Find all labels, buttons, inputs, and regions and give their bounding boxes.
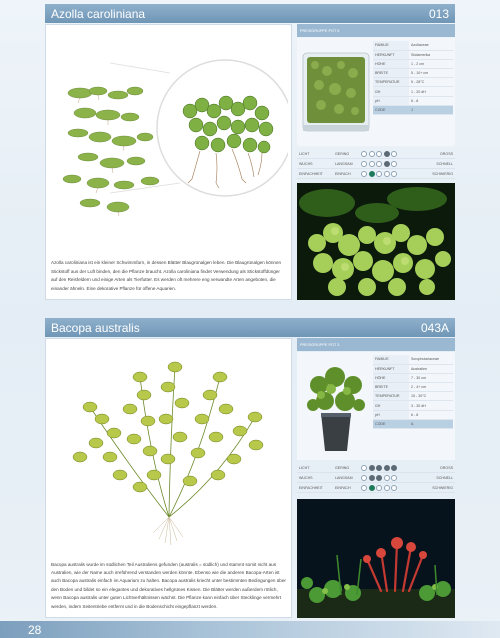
property-row [373,401,453,410]
scale-dot [361,485,367,491]
scale-dot [384,475,390,481]
property-key: pH [373,96,409,105]
property-row [373,419,453,428]
property-value: 1 - 20 dH [409,87,453,96]
plant-properties-table [373,41,453,115]
scale-dot [376,151,382,157]
care-scales [297,463,455,493]
plant-name: Azolla caroliniana [51,6,146,21]
scale-dot [384,161,390,167]
property-key: HERKUNFT [373,364,409,373]
property-row [373,96,453,105]
property-value: 5 - 28°C [409,78,453,87]
scale-row-difficulty [297,483,455,493]
property-value: 1 - 2 cm [409,59,453,68]
property-key: HÖHE [373,59,409,68]
property-value: A [409,419,453,428]
scale-dot [384,485,390,491]
plant-entry-bacopa [45,318,455,618]
scale-dots [361,475,407,481]
potted-plant-photo [301,355,371,455]
scale-dot [391,485,397,491]
scale-label: WUCHS [299,475,313,480]
property-key: GH [373,401,409,410]
scale-dot [391,171,397,177]
property-value: Australien [409,364,453,373]
property-key: CODE [373,105,409,114]
scale-dots [361,151,407,157]
scale-row-growth [297,473,455,483]
property-row [373,373,453,382]
plant-title-bar [45,4,455,23]
scale-label: WUCHS [299,161,313,166]
scale-dot [361,475,367,481]
property-value: 2 - 4+ cm [409,383,453,392]
scale-dot [369,485,375,491]
scale-high: SCHNELL [436,475,453,480]
property-value: 3 - 30 dH [409,401,453,410]
property-value: 5 - 10+ cm [409,69,453,78]
care-scales [297,149,455,179]
scale-low: LANGSAM [335,161,353,166]
plant-facts-column [297,24,455,300]
plant-title-bar [45,318,455,337]
scale-row-light [297,149,455,159]
scale-dot [361,151,367,157]
scale-dot [391,161,397,167]
property-value: 15 - 30°C [409,392,453,401]
description-panel [45,338,292,618]
description-panel [45,24,292,300]
scale-dots [361,171,407,177]
scale-dot [361,465,367,471]
scale-label: EINFACHHEIT [299,171,323,176]
scale-high: SCHNELL [436,161,453,166]
property-row [373,41,453,50]
property-key: BREITE [373,383,409,392]
property-row [373,355,453,364]
property-row [373,50,453,59]
property-row [373,78,453,87]
property-row [373,410,453,419]
price-group: PREISGRUPPE POT 6 [297,24,455,37]
scale-label: LICHT [299,151,310,156]
scale-low: LANGSAM [335,475,353,480]
scale-dots [361,161,407,167]
property-row [373,59,453,68]
scale-dot [376,465,382,471]
scale-dot [384,151,390,157]
property-value: 7 - 30 cm [409,373,453,382]
aquarium-photo [297,183,455,300]
scale-dot [369,161,375,167]
page-number: 28 [28,623,42,637]
scale-dot [391,151,397,157]
aquarium-photo [297,499,455,618]
plant-name: Bacopa australis [51,320,140,335]
property-value: 6 - 8 [409,96,453,105]
property-value: Südamerika [409,50,453,59]
property-key: BREITE [373,69,409,78]
property-key: FAMILIE [373,355,409,364]
plant-info-area [297,352,455,460]
property-key: GH [373,87,409,96]
property-row [373,87,453,96]
scale-row-difficulty [297,169,455,179]
scale-dots [361,465,407,471]
scale-high: GROSS [440,151,453,156]
azolla-illustration [50,33,288,238]
scale-high: SCHWIERIG [432,485,453,490]
property-value: Scrophulariaceae [409,355,453,364]
property-key: HÖHE [373,373,409,382]
property-value: 6 - 8 [409,410,453,419]
property-row [373,105,453,114]
potted-plant-photo [301,41,371,141]
scale-row-light [297,463,455,473]
property-row [373,392,453,401]
scale-dot [361,171,367,177]
price-group: PREISGRUPPE POT 3 [297,338,455,351]
plant-facts-column [297,338,455,618]
scale-high: SCHWIERIG [432,171,453,176]
property-key: HERKUNFT [373,50,409,59]
scale-dot [369,465,375,471]
scale-dot [376,485,382,491]
scale-dot [384,465,390,471]
scale-low: EINFACH [335,485,351,490]
scale-dots [361,485,407,491]
scale-dot [369,151,375,157]
scale-dot [391,465,397,471]
plant-number: 043A [420,320,449,335]
scale-dot [369,475,375,481]
scale-row-growth [297,159,455,169]
plant-info-area [297,38,455,146]
plant-number: 013 [428,6,449,21]
scale-dot [391,475,397,481]
page-footer-bar [0,621,500,638]
scale-label: LICHT [299,465,310,470]
scale-dot [384,171,390,177]
scale-dot [369,171,375,177]
scale-low: GERING [335,465,350,470]
property-key: TEMPERATUR [373,78,409,87]
property-key: TEMPERATUR [373,392,409,401]
plant-entry-azolla [45,4,455,300]
scale-high: GROSS [440,465,453,470]
property-row [373,383,453,392]
property-key: pH [373,410,409,419]
property-value: J [409,105,453,114]
property-row [373,364,453,373]
property-value: Azollaceae [409,41,453,50]
bacopa-illustration [50,347,288,547]
plant-properties-table [373,355,453,429]
scale-dot [376,475,382,481]
property-row [373,69,453,78]
property-key: FAMILIE [373,41,409,50]
property-key: CODE [373,419,409,428]
scale-dot [376,161,382,167]
plant-description: Bacopa australis wurde im südlichen Teil Australiens gefunden (australis = südlich) und stammt somit nicht aus Australien, wie der Name auch irreführend verstanden werden könnte. Ebenso wie die anderen Bacopa-Arten ist auch Bacopa australis einfach im Aquarium zu halten. Bacopa australis kriecht unter bestimmten Bedingungen über den Boden und bildet so ein elegantes und dekoratives hellgrünes Kissen. Die Blätter werden außerdem rötlich, wenn Bacopa australis unter guten Lichtverhältnissen wächst. Die Pflanze kann einfach über Stecklinge vermehrt werden, indem Seitentriebe entfernt und in die Bodenschicht eingepflanzt werden. [51,561,286,609]
scale-low: GERING [335,151,350,156]
scale-low: EINFACH [335,171,351,176]
scale-label: EINFACHHEIT [299,485,323,490]
scale-dot [361,161,367,167]
plant-description: Azolla caroliniana ist ein kleiner Schwimmfarn, in dessen Blätter Blaugrünalgen leben. Die Blaugrünalgen können Stickstoff aus der Luft binden, den die Pflanze braucht. Azolla caroliniana findet Verwendung als Stickstoffdünger auf den Reisfeldern und einige Arten als Tierfutter. Es werden oft mehrere eng verwandte Arten angeboten, die einander ähneln. Eine dekorative Pflanze für offene Aquarien. [51,260,282,291]
scale-dot [376,171,382,177]
